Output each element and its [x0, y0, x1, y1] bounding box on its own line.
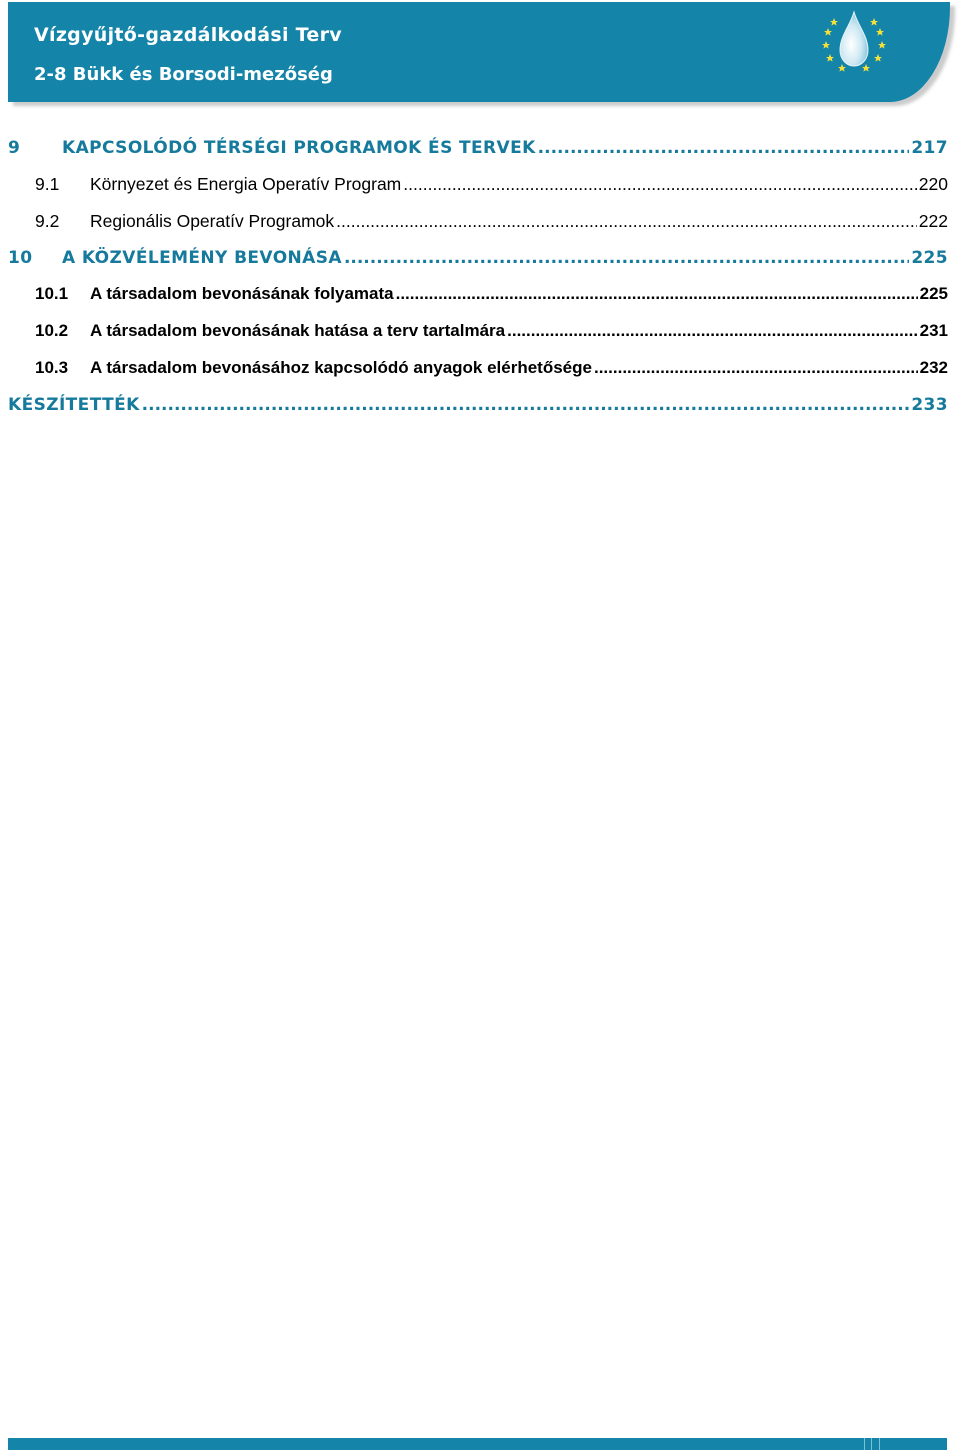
document-title: Vízgyűjtő-gazdálkodási Terv	[34, 24, 342, 46]
toc-entry[interactable]	[8, 284, 948, 321]
toc-entry-title: KAPCSOLÓDÓ TÉRSÉGI PROGRAMOK ÉS TERVEK	[62, 138, 536, 158]
toc-entry[interactable]	[8, 211, 948, 248]
page-footer-bar	[8, 1438, 947, 1450]
toc-entry-page: 231	[919, 321, 948, 340]
toc-entry-title: Regionális Operatív Programok	[90, 211, 335, 231]
toc-dot-leader	[507, 321, 918, 341]
toc-entry-page: 225	[911, 248, 948, 268]
toc-entry-number: 10.1	[35, 284, 69, 303]
toc-entry-number: 10.2	[35, 321, 69, 340]
toc-entry-title: A társadalom bevonásának hatása a terv tartalmára	[90, 321, 506, 340]
toc-entry[interactable]	[8, 248, 948, 284]
toc-entry[interactable]	[8, 138, 948, 174]
toc-entry-page: 225	[919, 284, 948, 303]
toc-entry[interactable]	[8, 358, 948, 395]
footer-bar-divider	[879, 1438, 880, 1450]
toc-dot-leader	[336, 211, 917, 232]
toc-entry[interactable]	[8, 321, 948, 358]
footer-bar-divider	[864, 1438, 865, 1450]
document-subtitle: 2-8 Bükk és Borsodi-mezőség	[34, 64, 333, 85]
toc-entry-number: 9	[8, 138, 21, 158]
toc-entry-title: KÉSZÍTETTÉK	[8, 395, 140, 415]
table-of-contents	[8, 138, 948, 431]
toc-entry-number: 10	[8, 248, 33, 268]
toc-entry-page: 220	[918, 174, 948, 194]
toc-entry-page: 232	[919, 358, 948, 377]
water-drop-eu-stars-icon	[820, 8, 888, 72]
toc-entry-title: Környezet és Energia Operatív Program	[90, 174, 402, 194]
toc-dot-leader	[344, 248, 909, 268]
toc-dot-leader	[538, 138, 910, 158]
toc-entry[interactable]	[8, 174, 948, 211]
toc-entry-page: 222	[918, 211, 948, 231]
page-header	[8, 2, 950, 102]
toc-entry-number: 10.3	[35, 358, 69, 377]
toc-dot-leader	[403, 174, 917, 195]
toc-entry-number: 9.2	[35, 211, 60, 231]
toc-entry-page: 233	[911, 395, 948, 415]
toc-entry-number: 9.1	[35, 174, 60, 194]
toc-entry[interactable]	[8, 395, 948, 431]
toc-entry-title: A társadalom bevonásához kapcsolódó anyagok elérhetősége	[90, 358, 592, 377]
toc-dot-leader	[594, 358, 918, 378]
toc-entry-title: A társadalom bevonásának folyamata	[90, 284, 394, 303]
toc-entry-page: 217	[911, 138, 948, 158]
toc-dot-leader	[396, 284, 918, 304]
toc-entry-title: A KÖZVÉLEMÉNY BEVONÁSA	[62, 248, 342, 268]
footer-bar-divider	[871, 1438, 872, 1450]
toc-dot-leader	[142, 395, 910, 415]
